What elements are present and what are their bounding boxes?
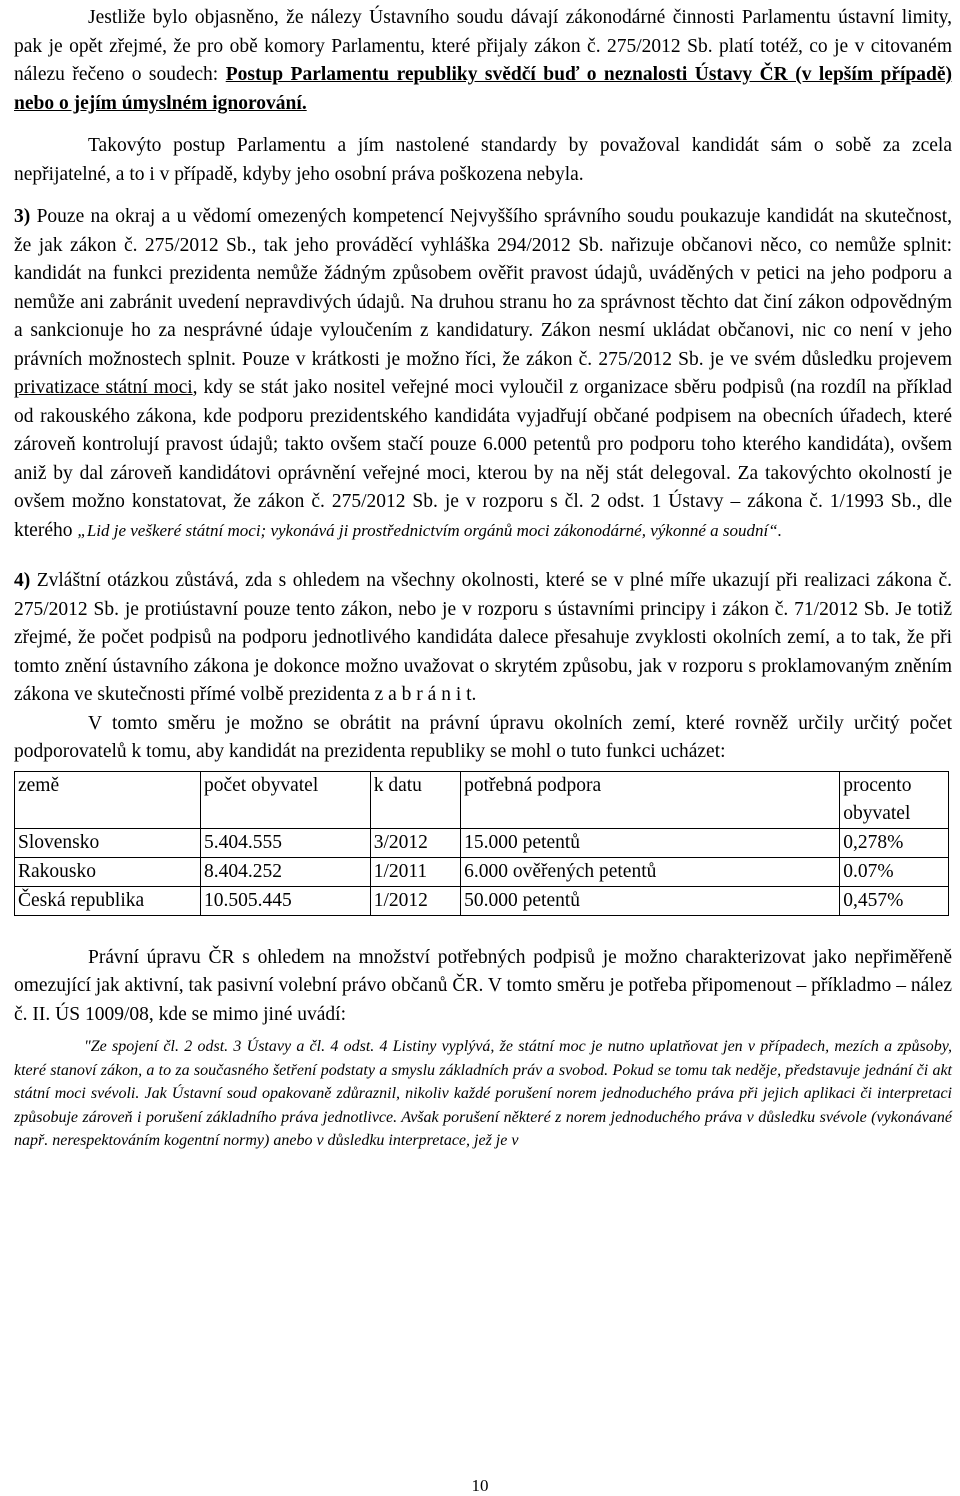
table-row [15,828,949,857]
header-cell: procento obyvatel [840,771,949,828]
header-cell: počet obyvatel [200,771,370,828]
support-table [14,771,949,916]
document-page [14,4,952,1153]
table-cell: 10.505.445 [200,886,370,915]
table-cell: 0,278% [840,828,949,857]
paragraph-point-4 [14,567,952,710]
page-number: 10 [471,1476,489,1495]
header-cell: potřebná podpora [461,771,840,828]
table-header-row [15,771,949,828]
table-cell: 0.07% [840,857,949,886]
table-cell: 1/2012 [370,886,460,915]
table-row [15,886,949,915]
table-cell: 0,457% [840,886,949,915]
paragraph-intro [14,4,952,118]
constitution-quote: „Lid je veškeré státní moci; vykonává ji prostřednictvím orgánů moci zákonodárné, výkonné a soudní“. [77,520,782,540]
paragraph-point-3 [14,203,952,545]
paragraph-czech-law: Právní úpravu ČR s ohledem na množství potřebných podpisů je možno charakterizovat jako nepřiměřeně omezující jak aktivní, tak pasivní volební právo občanů ČR. V tomto směru je potřeba připomenout – příkladmo – nález č. II. ÚS 1009/08, kde se mimo jiné uvádí: [14,946,952,1025]
header-cell: země [15,771,201,828]
table-cell: 3/2012 [370,828,460,857]
point-4-number: 4) [14,570,31,591]
table-cell: 15.000 petentů [461,828,840,857]
point-3-number: 3) [14,206,31,227]
table-cell: Slovensko [15,828,201,857]
table-cell: 8.404.252 [200,857,370,886]
point-3-text-a: Pouze na okraj a u vědomí omezených kompetencí Nejvyššího správního soudu poukazuje kandidát na skutečnost, že jak zákon č. 275/2012 Sb., tak jeho prováděcí vyhláška 294/2012 Sb. nařizuje občanovi něco, co nemůže splnit: kandidát na funkci prezidenta nemůže žádným způsobem ověřit pravost údajů, uváděných v petici na jeho podporu a nemůže ani zabránit uvedení nepravdivých údajů. Na druhou stranu ho za správnost těchto dat činí zákon odpovědným a sankcionuje ho za nesprávné údaje vyloučením z kandidatury. Zákon nesmí ukládat občanovi, nic co není v jeho právních možnostech splnit. Pouze v krátkosti je možno říci, že zákon č. 275/2012 Sb. je ve svém důsledku projevem [14,206,952,370]
bold-underlined-statement: Postup Parlamentu republiky svědčí buď o neznalosti Ústavy ČR (v lepším případě) nebo o jejím úmyslném ignorování. [14,64,953,114]
point-4-text: Zvláštní otázkou zůstává, zda s ohledem na všechny okolnosti, které se v plné míře ukazují při realizaci zákona č. 275/2012 Sb. je protiústavní pouze tento zákon, nebo je v rozporu s ústavními principy i zákon č. 71/2012 Sb. Je totiž zřejmé, že počet podpisů na podporu jednotlivého kandidáta dalece přesahuje zvyklosti okolních zemí, a to tak, že při tomto znění ústavního zákona je dokonce možno uvažovat o skrytém způsobu, jak v rozporu s proklamovaným zněním zákona ve skutečnosti přímé volbě prezidenta z a b r á n i t. [14,570,952,705]
table-cell: 6.000 ověřených petentů [461,857,840,886]
underlined-privatization: privatizace státní moci [14,377,193,398]
table-cell: 1/2011 [370,857,460,886]
paragraph-neighbours: V tomto směru je možno se obrátit na právní úpravu okolních zemí, které rovněž určily určitý počet podporovatelů k tomu, aby kandidát na prezidenta republiky se mohl o tuto funkci ucházet: [14,712,952,762]
table-cell: 5.404.555 [200,828,370,857]
table-row [15,857,949,886]
table-cell: Rakousko [15,857,201,886]
point-3-text-b: , kdy se stát jako nositel veřejné moci vyloučil z organizace sběru podpisů (na rozdíl na příklad od rakouského zákona, kde podporu prezidentského kandidáta vyjadřují občané podpisem na obecních úřadech, které zároveň kontrolují pravost údajů; takto ovšem stačí pouze 6.000 petentů pro podporu toho kterého kandidáta), ovšem aniž by dal zároveň kandidátovi oprávnění veřejné moci, kterou by na něj stát delegoval. Za takovýchto okolností je ovšem možno konstatovat, že zákon č. 275/2012 Sb. je v rozporu s čl. 2 odst. 1 Ústavy – zákona č. 1/1993 Sb., dle kterého [14,377,952,541]
table-cell: Česká republika [15,886,201,915]
table-cell: 50.000 petentů [461,886,840,915]
paragraph-standards: Takovýto postup Parlamentu a jím nastolené standardy by považoval kandidát sám o sobě za zcela nepřijatelné, a to i v případě, kdyby jeho osobní práva poškozena nebyla. [14,135,952,185]
header-cell: k datu [370,771,460,828]
court-quote: "Ze spojení čl. 2 odst. 3 Ústavy a čl. 4 odst. 4 Listiny vyplývá, že státní moc je nutno uplatňovat jen v případech, mezích a způsoby, které stanoví zákon, a to za současného šetření podstaty a smyslu základních práv a svobod. Pokud se tomu tak neděje, představuje jednání či akt státní moci svévoli. Jak Ústavní soud opakovaně zdůraznil, nikoliv každé porušení norem jednoduchého práva při jejich aplikaci či interpretaci způsobuje zároveň i porušení základního práva jednotlivce. Avšak porušení některé z norem jednoduchého práva v důsledku svévole (vykonávané např. nerespektováním kogentní normy) anebo v důsledku interpretace, jež je v [14,1038,952,1149]
intro-text: Jestliže bylo objasněno, že nálezy Ústavního soudu dávají zákonodárné činnosti Parlamentu ústavní limity, pak je opět zřejmé, že pro obě komory Parlamentu, které přijaly zákon č. 275/2012 Sb. platí totéž, co je v citovaném nálezu řečeno o soudech: [14,7,952,85]
